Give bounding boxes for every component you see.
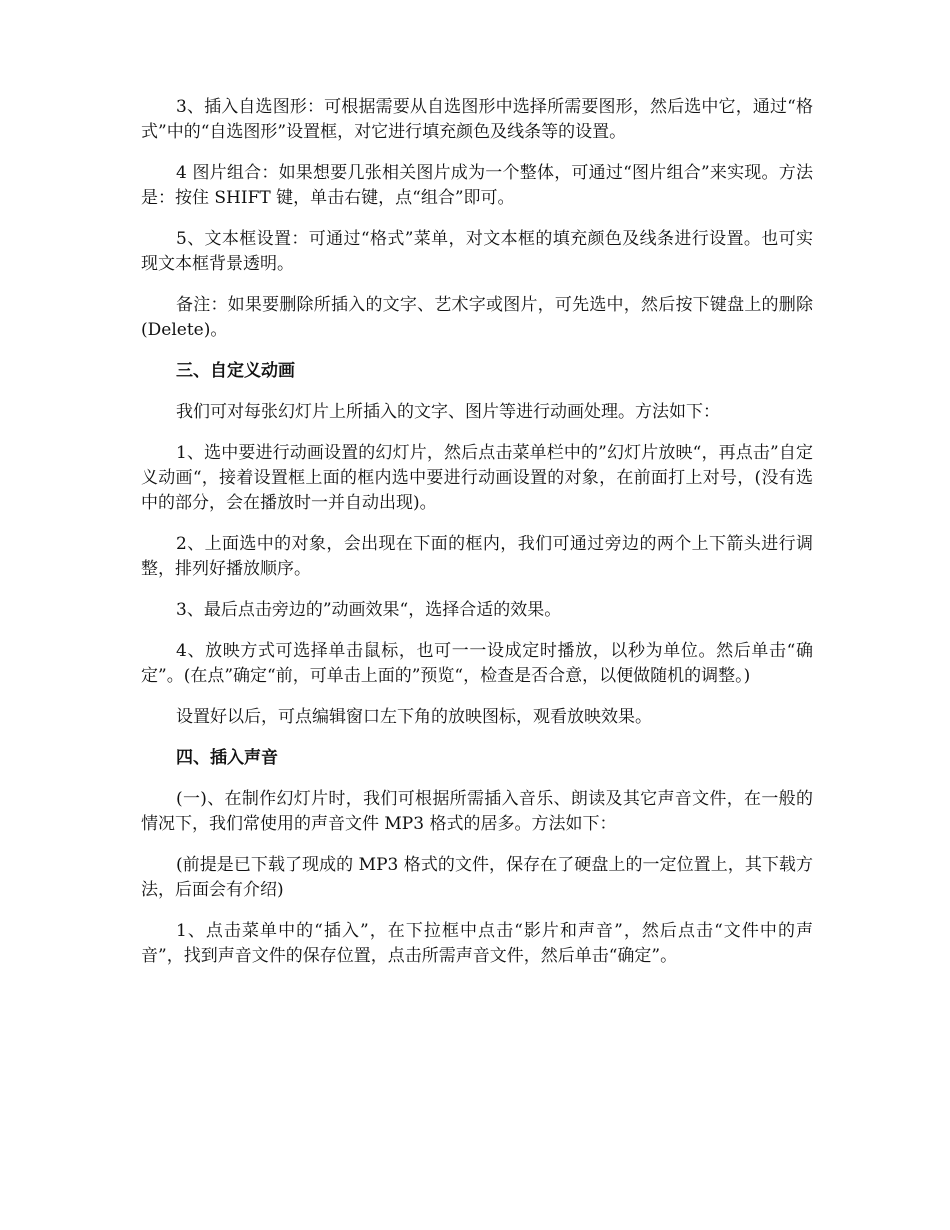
paragraph-textbox-settings: 5、文本框设置：可通过“格式”菜单，对文本框的填充颜色及线条进行设置。也可实现文本框背景透明。 — [141, 229, 813, 274]
section-heading-custom-animation: 三、自定义动画 — [176, 361, 295, 381]
paragraph-sound-intro: (一)、在制作幻灯片时，我们可根据所需插入音乐、朗读及其它声音文件，在一般的情况下，我们常使用的声音文件 MP3 格式的居多。方法如下： — [141, 789, 813, 834]
paragraph-sound-prerequisite: (前提是已下载了现成的 MP3 格式的文件，保存在了硬盘上的一定位置上，其下载方法，后面会有介绍) — [141, 855, 813, 900]
paragraph-note-delete: 备注：如果要删除所插入的文字、艺术字或图片，可先选中，然后按下键盘上的删除(Delete)。 — [141, 295, 813, 340]
section-heading-insert-sound: 四、插入声音 — [176, 748, 278, 768]
paragraph-animation-step-2: 2、上面选中的对象，会出现在下面的框内，我们可通过旁边的两个上下箭头进行调整，排列好播放顺序。 — [141, 534, 813, 579]
paragraph-animation-step-1: 1、选中要进行动画设置的幻灯片，然后点击菜单栏中的”幻灯片放映“，再点击”自定义动画“，接着设置框上面的框内选中要进行动画设置的对象，在前面打上对号，(没有选中的部分，会在播放时一并自动出现)。 — [141, 443, 813, 513]
paragraph-image-group: 4 图片组合：如果想要几张相关图片成为一个整体，可通过“图片组合”来实现。方法是：按住 SHIFT 键，单击右键，点“组合”即可。 — [141, 163, 813, 208]
paragraph-animation-step-3: 3、最后点击旁边的”动画效果“，选择合适的效果。 — [176, 600, 562, 620]
paragraph-sound-step-1: 1、点击菜单中的“插入”，在下拉框中点击“影片和声音”，然后点击“文件中的声音”，找到声音文件的保存位置，点击所需声音文件，然后单击“确定”。 — [141, 921, 813, 966]
paragraph-animation-preview: 设置好以后，可点编辑窗口左下角的放映图标，观看放映效果。 — [176, 707, 652, 727]
paragraph-animation-step-4: 4、放映方式可选择单击鼠标，也可一一设成定时播放，以秒为单位。然后单击“确定”。(在点”确定“前，可单击上面的”预览“，检查是否合意，以便做随机的调整。) — [141, 641, 813, 686]
document-body — [141, 95, 813, 985]
paragraph-animation-intro: 我们可对每张幻灯片上所插入的文字、图片等进行动画处理。方法如下： — [176, 402, 720, 422]
paragraph-autoshape: 3、插入自选图形：可根据需要从自选图形中选择所需要图形，然后选中它，通过“格式”中的“自选图形”设置框，对它进行填充颜色及线条等的设置。 — [141, 97, 813, 142]
